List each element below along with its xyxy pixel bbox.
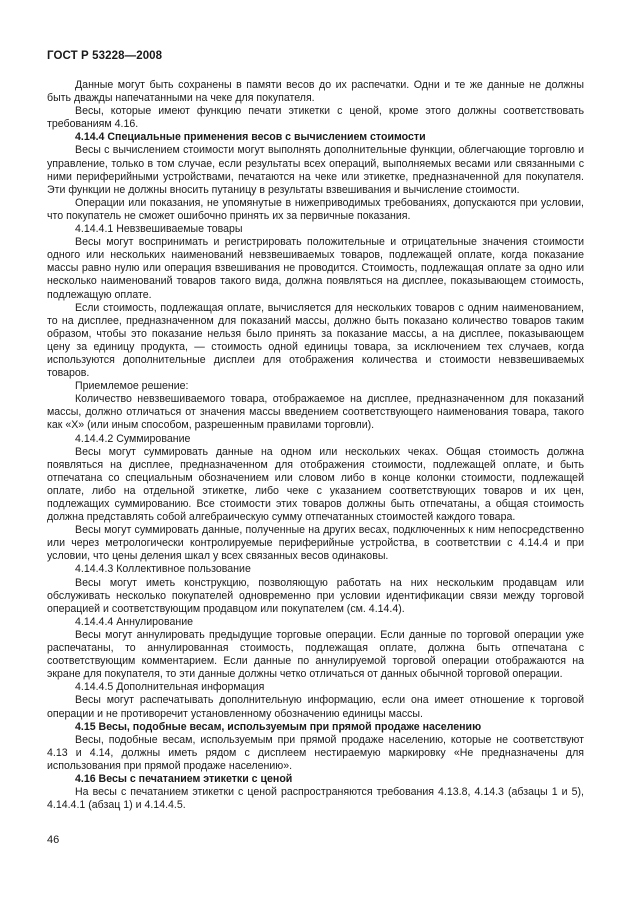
body-paragraph: Приемлемое решение: xyxy=(75,380,189,393)
page-number: 46 xyxy=(47,834,60,846)
body-paragraph: Если стоимость, подлежащая оплате, вычисляется для нескольких товаров с одним наименованием, то на дисплее, предназначенном для показаний массы, должно быть показано количество товаров таким образом, чтобы это показание нельзя было принять за показание массы, а на дисплее, показывающем цену за единицу продукта, — стоимость одной единицы товара, за исключением тех случаев, когда используются дополнительные дисплеи для отображения количества и стоимости невзвешиваемых товаров. xyxy=(47,301,584,380)
subsection-heading: 4.14.4.4 Аннулирование xyxy=(75,615,194,628)
body-paragraph: Весы могут суммировать данные на одном или нескольких чеках. Общая стоимость должна появляться на дисплее, предназначенном для отображения стоимости, подлежащей оплате, и быть отпечатана со специальным обозначением или словом либо в конце колонки стоимости, подлежащей оплате, либо на отдельной этикетке, либо чеке с указанием соответствующих товаров и их цен, подлежащих суммированию. Все стоимости этих товаров должны быть отпечатаны, а общая стоимость должна представлять собой алгебраическую сумму отпечатанных стоимостей каждого товара. xyxy=(47,445,584,524)
subsection-heading: 4.14.4.5 Дополнительная информация xyxy=(75,681,265,694)
section-heading: 4.14.4 Специальные применения весов с вычислением стоимости xyxy=(75,131,426,144)
subsection-heading: 4.14.4.1 Невзвешиваемые товары xyxy=(75,223,243,236)
body-paragraph: Весы могут суммировать данные, полученные на других весах, подключенных к ним непосредственно или через метрологически контролируемые периферийные устройства, в соответствии с 4.14.4 и при условии, что цены деления шкал у всех связанных весов одинаковы. xyxy=(47,524,584,563)
subsection-heading: 4.14.4.2 Суммирование xyxy=(75,432,191,445)
body-paragraph: Весы могут аннулировать предыдущие торговые операции. Если данные по торговой операции уже распечатаны, то аннулированная стоимость, подлежащая оплате, должна быть отпечатана с соответствующим комментарием. Если данные по аннулируемой торговой операции отображаются на экране для покупателя, то эти данные должны четко отличаться от данных обычной торговой операции. xyxy=(47,628,584,681)
body-paragraph: На весы с печатанием этикетки с ценой распространяются требования 4.13.8, 4.14.3 (абзацы 1 и 5), 4.14.4.1 (абзац 1) и 4.14.4.5. xyxy=(47,786,584,812)
body-paragraph: Весы могут иметь конструкцию, позволяющую работать на них нескольким продавцам или обслуживать несколько покупателей одновременно при условии идентификации связи между торговой операцией и соответствующим продавцом или покупателем (см. 4.14.4). xyxy=(47,576,584,615)
body-paragraph: Данные могут быть сохранены в памяти весов до их распечатки. Одни и те же данные не должны быть дважды напечатанными на чеке для покупателя. xyxy=(47,79,584,105)
body-paragraph: Операции или показания, не упомянутые в нижеприводимых требованиях, допускаются при условии, что покупатель не сможет ошибочно принять их за первичные показания. xyxy=(47,196,584,222)
body-paragraph: Весы могут воспринимать и регистрировать положительные и отрицательные значения стоимости одного или нескольких наименований невзвешиваемых товаров, подлежащей оплате, когда показание массы равно нулю или операция взвешивания не проводится. Стоимость, подлежащая оплате за одно или несколько наименований товаров такого вида, должна появляться на дисплее, показывающем стоимость, подлежащую оплате. xyxy=(47,236,584,301)
document-body xyxy=(47,79,584,812)
section-heading: 4.16 Весы с печатанием этикетки с ценой xyxy=(75,772,293,785)
body-paragraph: Весы с вычислением стоимости могут выполнять дополнительные функции, облегчающие торговлю и управление, только в том случае, если результаты всех операций, выполняемых весами или связанными с ними периферийными устройствами, печатаются на чеке или этикетке, предназначенной для покупателя. Эти функции не должны вносить путаницу в результаты взвешивания и вычисление стоимости. xyxy=(47,144,584,196)
body-paragraph: Весы, подобные весам, используемым при прямой продаже населению, которые не соответствуют 4.13 и 4.14, должны иметь рядом с дисплеем нестираемую маркировку «Не предназначены для использования при прямой продаже населению». xyxy=(47,733,584,772)
body-paragraph: Весы, которые имеют функцию печати этикетки с ценой, кроме этого должны соответствовать требованиям 4.16. xyxy=(47,105,584,131)
subsection-heading: 4.14.4.3 Коллективное пользование xyxy=(75,563,251,576)
section-heading: 4.15 Весы, подобные весам, используемым при прямой продаже населению xyxy=(75,720,482,733)
body-paragraph: Весы могут распечатывать дополнительную информацию, если она имеет отношение к торговой операции и не противоречит установленному обозначению единицы массы. xyxy=(47,694,584,720)
body-paragraph: Количество невзвешиваемого товара, отображаемое на дисплее, предназначенном для показаний массы, должно отличаться от значения массы введением соответствующего наименования товара, такого как «X» (или иным способом, разрешенным правилами торговли). xyxy=(47,393,584,432)
document-header: ГОСТ Р 53228—2008 xyxy=(47,50,163,62)
